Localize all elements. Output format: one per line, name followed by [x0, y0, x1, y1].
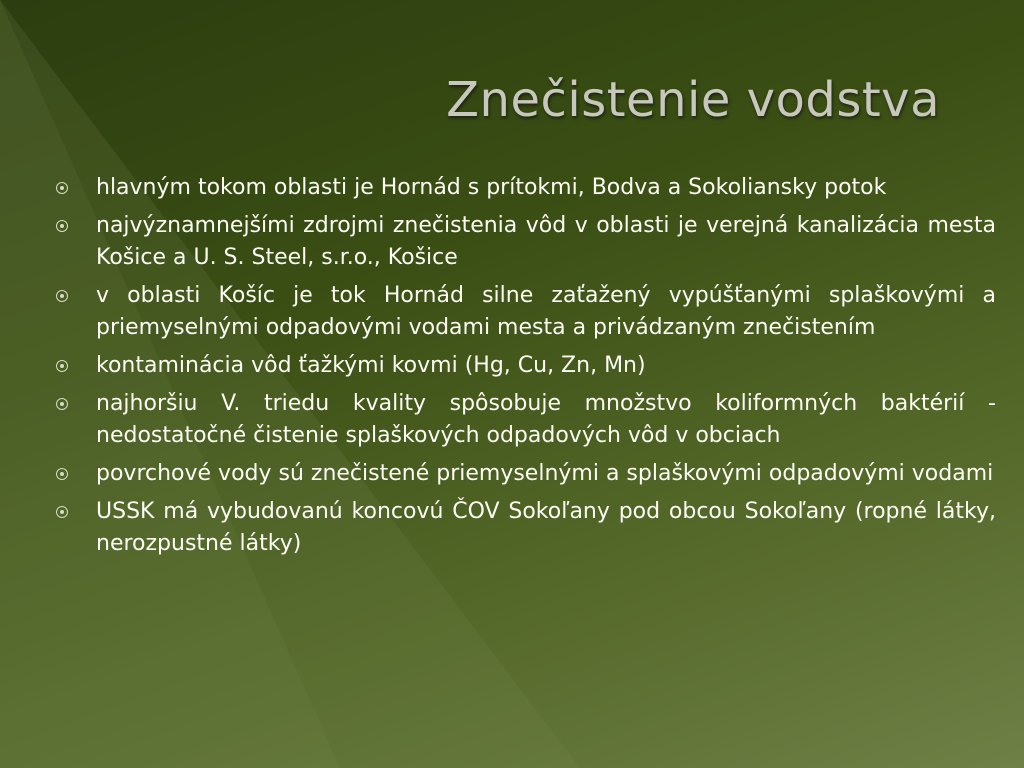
- bullet-item: [56, 350, 996, 382]
- bullet-text: najvýznamnejšími zdrojmi znečistenia vôd v oblasti je verejná kanalizácia mesta Košice a U. S. Steel, s.r.o., Košice: [96, 213, 996, 270]
- bullet-item: [56, 210, 996, 274]
- circled-dot-icon: [56, 360, 68, 372]
- bullet-item: [56, 172, 996, 204]
- circled-dot-icon: [56, 290, 68, 302]
- bullet-text: povrchové vody sú znečistené priemyselnými a splaškovými odpadovými vodami: [96, 461, 994, 486]
- bullet-text: v oblasti Košíc je tok Hornád silne zaťažený vypúšťanými splaškovými a priemyselnými odpadovými vodami mesta a privádzaným znečistením: [96, 283, 996, 340]
- circled-dot-icon: [56, 182, 68, 194]
- bullet-list: [56, 172, 996, 566]
- circled-dot-icon: [56, 506, 68, 518]
- bullet-text: hlavným tokom oblasti je Hornád s prítokmi, Bodva a Sokoliansky potok: [96, 175, 887, 200]
- circled-dot-icon: [56, 398, 68, 410]
- bullet-text: kontaminácia vôd ťažkými kovmi (Hg, Cu, Zn, Mn): [96, 353, 646, 378]
- bullet-text: USSK má vybudovanú koncovú ČOV Sokoľany pod obcou Sokoľany (ropné látky, nerozpustné látky): [96, 499, 996, 556]
- circled-dot-icon: [56, 468, 68, 480]
- bullet-item: [56, 388, 996, 452]
- circled-dot-icon: [56, 220, 68, 232]
- bullet-item: [56, 280, 996, 344]
- slide-title: Znečistenie vodstva: [446, 72, 940, 128]
- bullet-text: najhoršiu V. triedu kvality spôsobuje množstvo koliformných baktérií - nedostatočné čistenie splaškových odpadových vôd v obciach: [96, 391, 996, 448]
- bullet-item: [56, 458, 996, 490]
- bullet-item: [56, 496, 996, 560]
